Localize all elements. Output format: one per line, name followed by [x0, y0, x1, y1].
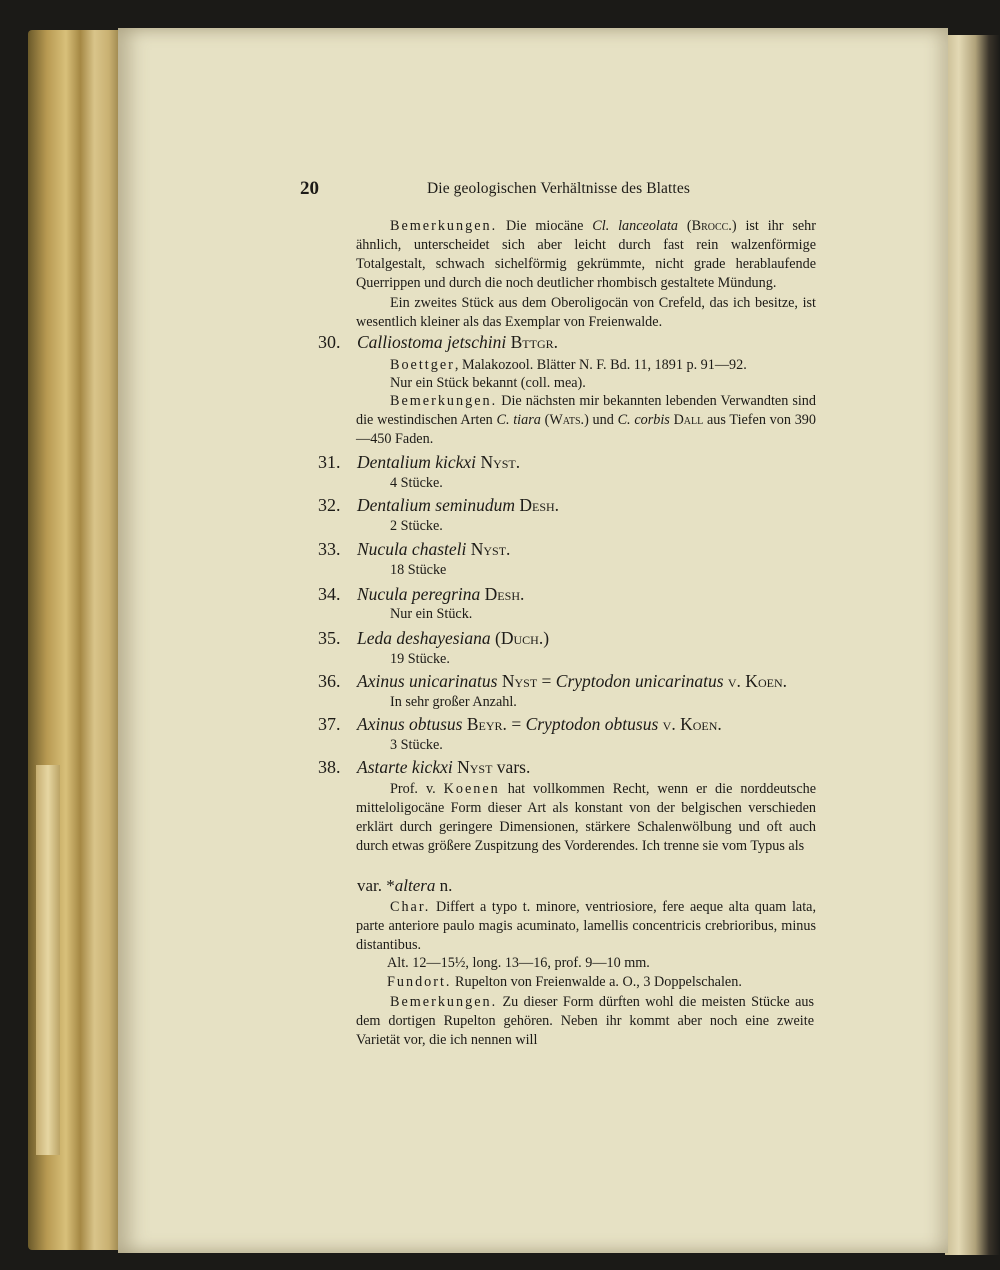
entry-title	[357, 452, 520, 473]
species-name: Dentalium kickxi	[357, 452, 477, 472]
entry-number: 30.	[318, 332, 341, 352]
text: *	[382, 876, 395, 895]
species-name: Nucula chasteli	[357, 539, 467, 559]
book-left-edge	[28, 30, 123, 1250]
entry-number: 37.	[318, 714, 341, 734]
species-name: Astarte kickxi	[357, 757, 453, 777]
synonym-author: v. Koen.	[727, 671, 787, 691]
text: (	[540, 412, 550, 428]
entry-number: 33.	[318, 539, 341, 559]
diagnosis-lead: Char.	[390, 899, 431, 915]
author-name: Koenen	[443, 781, 500, 797]
species-ref: Cl. lanceolata	[592, 218, 679, 234]
author: Desh.	[484, 584, 525, 604]
species-name: Axinus unicarinatus	[357, 671, 498, 691]
specimen-count: 4 Stücke.	[390, 475, 443, 491]
text: Prof. v.	[390, 781, 444, 797]
species-name: Nucula peregrina	[357, 584, 481, 604]
entry-number: 35.	[318, 628, 341, 648]
text: Die miocäne	[497, 218, 593, 234]
variety-name: altera	[394, 876, 436, 895]
author-ref: Wats.	[549, 412, 585, 428]
species-ref: C. tiara	[496, 412, 541, 428]
text: , Malakozool. Blätter N. F. Bd. 11, 1891 p. 91—92.	[454, 357, 747, 373]
specimen-count: Nur ein Stück bekannt (coll. mea).	[390, 375, 586, 391]
final-remarks-paragraph	[356, 993, 814, 1050]
entry-title	[357, 757, 530, 778]
remarks-lead: Bemerkungen.	[390, 218, 498, 234]
book-right-edge	[945, 35, 1000, 1255]
entry-title	[357, 628, 549, 649]
species-name: Dentalium seminudum	[357, 495, 515, 515]
specimen-count: Nur ein Stück.	[390, 606, 473, 622]
entry-title	[357, 495, 559, 516]
synonym-name: Cryptodon obtusus	[525, 714, 659, 734]
specimen-count: 18 Stücke	[390, 562, 447, 578]
locality-line	[387, 974, 742, 991]
author: Nyst	[457, 757, 493, 777]
author: Beyr.	[466, 714, 507, 734]
entry-title	[357, 539, 510, 560]
remarks-paragraph	[356, 392, 816, 449]
entry-number: 38.	[318, 757, 341, 777]
discussion-paragraph	[356, 780, 816, 856]
text: Die nächsten mir bekannten lebenden Verwandten sind die westindischen Arten	[356, 393, 816, 428]
running-head	[300, 180, 820, 202]
variety-heading	[357, 876, 452, 896]
author: Nyst	[501, 671, 538, 691]
specimen-count: 2 Stücke.	[390, 518, 443, 534]
text: aus Tiefen von 390—450 Faden.	[356, 412, 816, 447]
entry-title	[357, 584, 524, 605]
specimen-count: 19 Stücke.	[390, 651, 450, 667]
remarks-lead: Bemerkungen.	[390, 393, 498, 409]
entry-title	[357, 332, 558, 353]
reference-line	[390, 356, 820, 375]
page-number: 20	[300, 178, 319, 199]
reference-author: Boettger	[390, 357, 455, 373]
text: n.	[435, 876, 453, 895]
text: hat vollkommen Recht, wenn er die norddeutsche mitteloligocäne Form dieser Art als konstant von der belgischen verschieden erklärt durch geringere Dimensionen, stärkere Schalenwölbung und oft auch durch etwas größere Zuspitzung des Vorderendes. Ich trenne sie vom Typus als	[356, 781, 817, 854]
specimen-count: 3 Stücke.	[390, 737, 443, 753]
entry-number: 34.	[318, 584, 341, 604]
author: Desh.	[519, 495, 560, 515]
author: (Duch.)	[495, 628, 550, 648]
text: Zu dieser Form dürften wohl die meisten Stücke aus dem dortigen Rupelton gehören. Neben ihr kommt aber noch eine zweite Varietät vor, die ich nennen will	[356, 994, 814, 1048]
diagnosis-paragraph	[356, 898, 816, 955]
synonym-name: Cryptodon unicarinatus	[555, 671, 724, 691]
text: Rupelton von Freienwalde a. O., 3 Doppelschalen.	[451, 974, 742, 990]
text: ) und	[584, 412, 618, 428]
author: Nyst.	[470, 539, 511, 559]
specimen-count: In sehr großer Anzahl.	[390, 694, 517, 710]
equals-sign: =	[541, 671, 552, 691]
entry-title	[357, 714, 722, 735]
author-ref: Dall	[673, 412, 704, 428]
species-name: Leda deshayesiana	[357, 628, 491, 648]
synonym-author: v. Koen.	[662, 714, 722, 734]
variety-label: var.	[357, 876, 383, 895]
bookmark-strip	[36, 765, 60, 1155]
author: Nyst.	[480, 452, 521, 472]
remarks-lead: Bemerkungen.	[390, 994, 498, 1010]
dimensions-line: Alt. 12—15½, long. 13—16, prof. 9—10 mm.	[387, 955, 650, 971]
equals-sign: =	[511, 714, 522, 734]
author: Bttgr.	[510, 332, 559, 352]
entry-number: 32.	[318, 495, 341, 515]
variety-suffix: vars.	[496, 757, 531, 777]
text: Differt a typo t. minore, ventriosiore, fere aeque alta quam lata, parte anteriore paulo magis acuminato, lamellis concentricis crebrioribus, minus distantibus.	[356, 899, 816, 953]
intro-paragraph-2: Ein zweites Stück aus dem Oberoligocän von Crefeld, das ich besitze, ist wesentlich kleiner als das Exemplar von Freienwalde.	[356, 295, 816, 330]
species-name: Axinus obtusus	[357, 714, 463, 734]
author-ref: Brocc.	[691, 218, 732, 234]
text: (	[678, 218, 692, 234]
entry-title	[357, 671, 787, 692]
species-name: Calliostoma jetschini	[357, 332, 507, 352]
locality-lead: Fundort.	[387, 974, 452, 990]
entry-number: 36.	[318, 671, 341, 691]
text: ) ist ihr sehr ähnlich, unterscheidet sich aber leicht durch fast rein walzenförmige Totalgestalt, schwach sichelförmig gekrümmte, nicht grade herablaufende Querrippen und durch die noch deutlicher rhombisch gestaltete Mündung.	[356, 218, 816, 291]
running-title: Die geologischen Verhältnisse des Blattes	[427, 180, 690, 197]
intro-paragraph-1	[356, 217, 816, 293]
entry-number: 31.	[318, 452, 341, 472]
species-ref: C. corbis	[617, 412, 670, 428]
